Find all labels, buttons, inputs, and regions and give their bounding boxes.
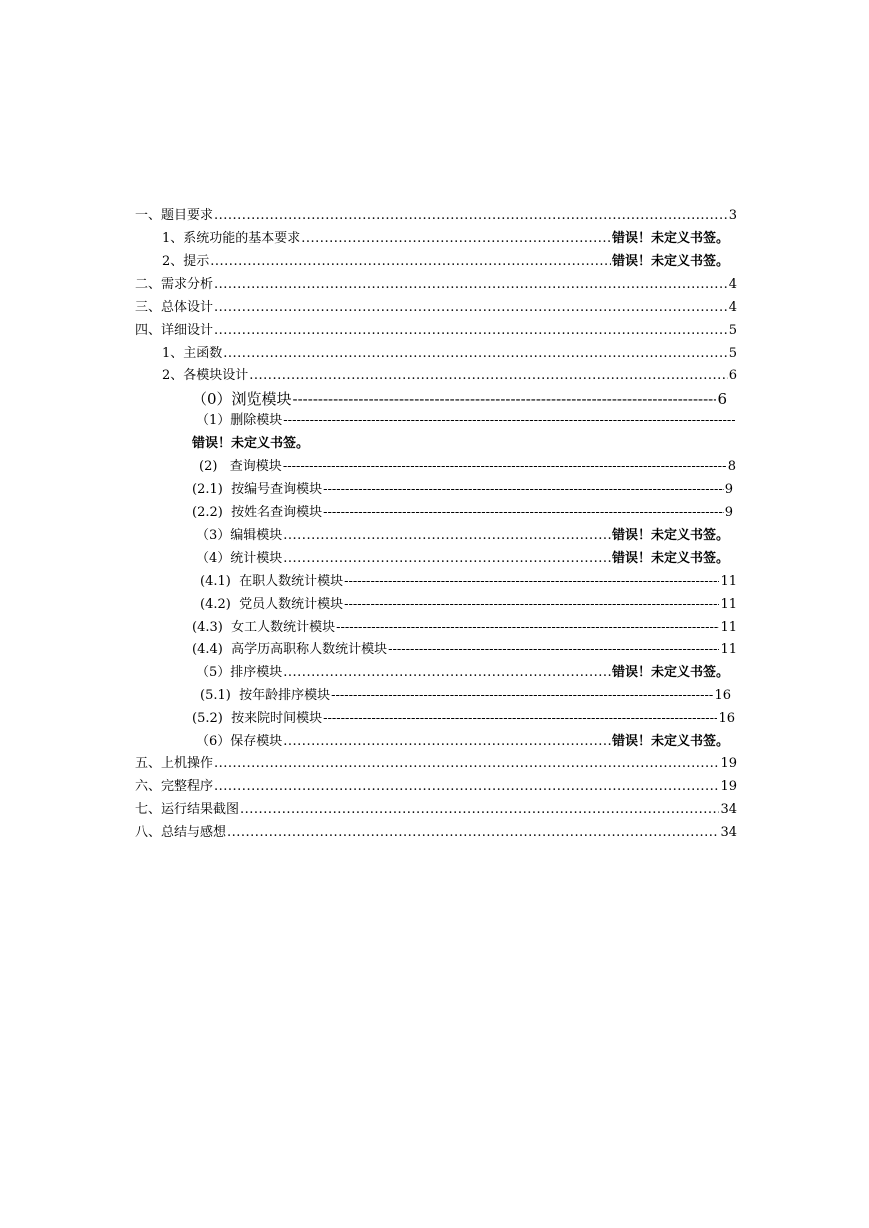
dot-leader	[214, 208, 728, 224]
toc-entry-page: 11	[720, 574, 737, 589]
toc-entry-label: （4）统计模块	[196, 551, 283, 566]
toc-entry[interactable]	[196, 734, 729, 750]
toc-entry-page: 5	[728, 346, 737, 361]
dot-leader	[223, 346, 727, 362]
dot-leader	[227, 825, 719, 841]
toc-entry[interactable]	[135, 323, 737, 339]
toc-entry[interactable]	[162, 368, 737, 384]
toc-entry[interactable]	[135, 802, 737, 818]
dash-leader	[283, 459, 727, 475]
dash-leader	[323, 711, 717, 727]
toc-entry[interactable]	[196, 413, 736, 429]
dash-leader	[388, 642, 719, 658]
toc-entry-label: 三、总体设计	[135, 300, 214, 315]
dot-leader	[214, 779, 719, 795]
toc-entry-page: 6	[717, 390, 727, 408]
toc-entry-label: 2、各模块设计	[162, 368, 249, 383]
toc-entry-page: 错误！未定义书签。	[611, 665, 729, 680]
toc-entry-label: (2) 查询模块	[199, 459, 282, 474]
toc-entry-label: （3）编辑模块	[196, 528, 283, 543]
toc-entry-page: 5	[728, 323, 737, 338]
dash-leader	[344, 574, 719, 590]
toc-entry-page: 错误！未定义书签。	[611, 734, 729, 749]
toc-entry-label: (2.2) 按姓名查询模块	[192, 505, 323, 520]
toc-entry[interactable]	[199, 459, 736, 475]
toc-entry-label: (4.4) 高学历高职称人数统计模块	[192, 642, 388, 657]
toc-entry-label: (5.1) 按年龄排序模块	[200, 688, 331, 703]
toc-entry-page: 错误！未定义书签。	[192, 436, 310, 451]
toc-entry[interactable]	[162, 231, 729, 247]
toc-entry-page: 错误！未定义书签。	[611, 528, 729, 543]
toc-entry[interactable]	[135, 779, 737, 795]
toc-entry-page: 34	[720, 802, 737, 817]
toc-entry[interactable]	[192, 620, 737, 636]
toc-entry[interactable]	[135, 277, 737, 293]
dot-leader	[283, 665, 611, 681]
dash-leader	[283, 413, 735, 429]
toc-entry-label: （0）浏览模块	[192, 390, 292, 408]
toc-entry-label: 二、需求分析	[135, 277, 214, 292]
dot-leader	[214, 277, 728, 293]
toc-entry-page: 9	[724, 482, 733, 497]
dot-leader	[283, 734, 611, 750]
toc-entry[interactable]	[196, 551, 729, 567]
toc-entry-label: 八、总结与感想	[135, 825, 227, 840]
dot-leader	[214, 323, 728, 339]
toc-entry-label: (4.3) 女工人数统计模块	[192, 620, 336, 635]
toc-entry-page: 34	[720, 825, 737, 840]
toc-entry[interactable]	[200, 688, 731, 704]
toc-entry-page: 错误！未定义书签。	[611, 551, 729, 566]
toc-entry[interactable]	[192, 505, 733, 521]
toc-entry-label: (2.1) 按编号查询模块	[192, 482, 323, 497]
toc-entry[interactable]	[162, 254, 729, 270]
toc-entry-page: 11	[720, 642, 737, 657]
toc-entry[interactable]	[192, 482, 733, 498]
toc-entry[interactable]	[200, 597, 737, 613]
dot-leader	[283, 528, 611, 544]
toc-entry-label: 六、完整程序	[135, 779, 214, 794]
toc-entry[interactable]	[135, 756, 737, 772]
toc-entry-label: （1）删除模块	[196, 413, 283, 428]
toc-entry-page: 16	[714, 688, 731, 703]
dash-leader	[323, 482, 724, 498]
dot-leader	[249, 368, 727, 384]
dash-leader	[293, 390, 717, 408]
dot-leader	[214, 300, 728, 316]
toc-entry-label: （6）保存模块	[196, 734, 283, 749]
toc-entry-page: 4	[728, 277, 737, 292]
dash-leader	[336, 620, 719, 636]
toc-entry-page: 19	[720, 756, 737, 771]
dot-leader	[214, 756, 719, 772]
dash-leader	[344, 597, 719, 613]
toc-entry-page: 9	[724, 505, 733, 520]
toc-entry[interactable]	[196, 665, 729, 681]
toc-entry-label: （5）排序模块	[196, 665, 283, 680]
toc-entry-label: (4.2) 党员人数统计模块	[200, 597, 344, 612]
dot-leader	[301, 231, 611, 247]
toc-entry-page: 19	[720, 779, 737, 794]
toc-entry[interactable]	[135, 300, 737, 316]
toc-entry-label: 四、详细设计	[135, 323, 214, 338]
toc-entry[interactable]	[162, 346, 737, 362]
toc-entry-page: 6	[728, 368, 737, 383]
toc-entry-page: 11	[720, 620, 737, 635]
toc-entry-label: 2、提示	[162, 254, 210, 269]
dot-leader	[240, 802, 719, 818]
dot-leader	[210, 254, 611, 270]
toc-entry-label: 一、题目要求	[135, 208, 214, 223]
toc-entry[interactable]	[200, 574, 737, 590]
toc-entry-label: (5.2) 按来院时间模块	[192, 711, 323, 726]
toc-entry-label: 1、主函数	[162, 346, 223, 361]
toc-entry-label: 1、系统功能的基本要求	[162, 231, 301, 246]
toc-entry-label: 五、上机操作	[135, 756, 214, 771]
toc-entry[interactable]	[192, 711, 735, 727]
toc-entry-page: 16	[718, 711, 735, 726]
toc-entry-label: (4.1) 在职人数统计模块	[200, 574, 344, 589]
toc-entry[interactable]	[196, 528, 729, 544]
toc-entry-label: 七、运行结果截图	[135, 802, 240, 817]
toc-entry[interactable]	[192, 390, 727, 408]
dash-leader	[331, 688, 713, 704]
toc-entry-page: 3	[728, 208, 737, 223]
toc-entry[interactable]	[192, 642, 737, 658]
dash-leader	[323, 505, 724, 521]
toc-entry[interactable]	[135, 825, 737, 841]
toc-entry-page: 错误！未定义书签。	[611, 231, 729, 246]
toc-entry[interactable]	[135, 208, 737, 224]
toc-entry-page: 8	[727, 459, 736, 474]
toc-entry-page: 11	[720, 597, 737, 612]
toc-entry-page: 4	[728, 300, 737, 315]
dot-leader	[283, 551, 611, 567]
toc-entry-page: 错误！未定义书签。	[611, 254, 729, 269]
